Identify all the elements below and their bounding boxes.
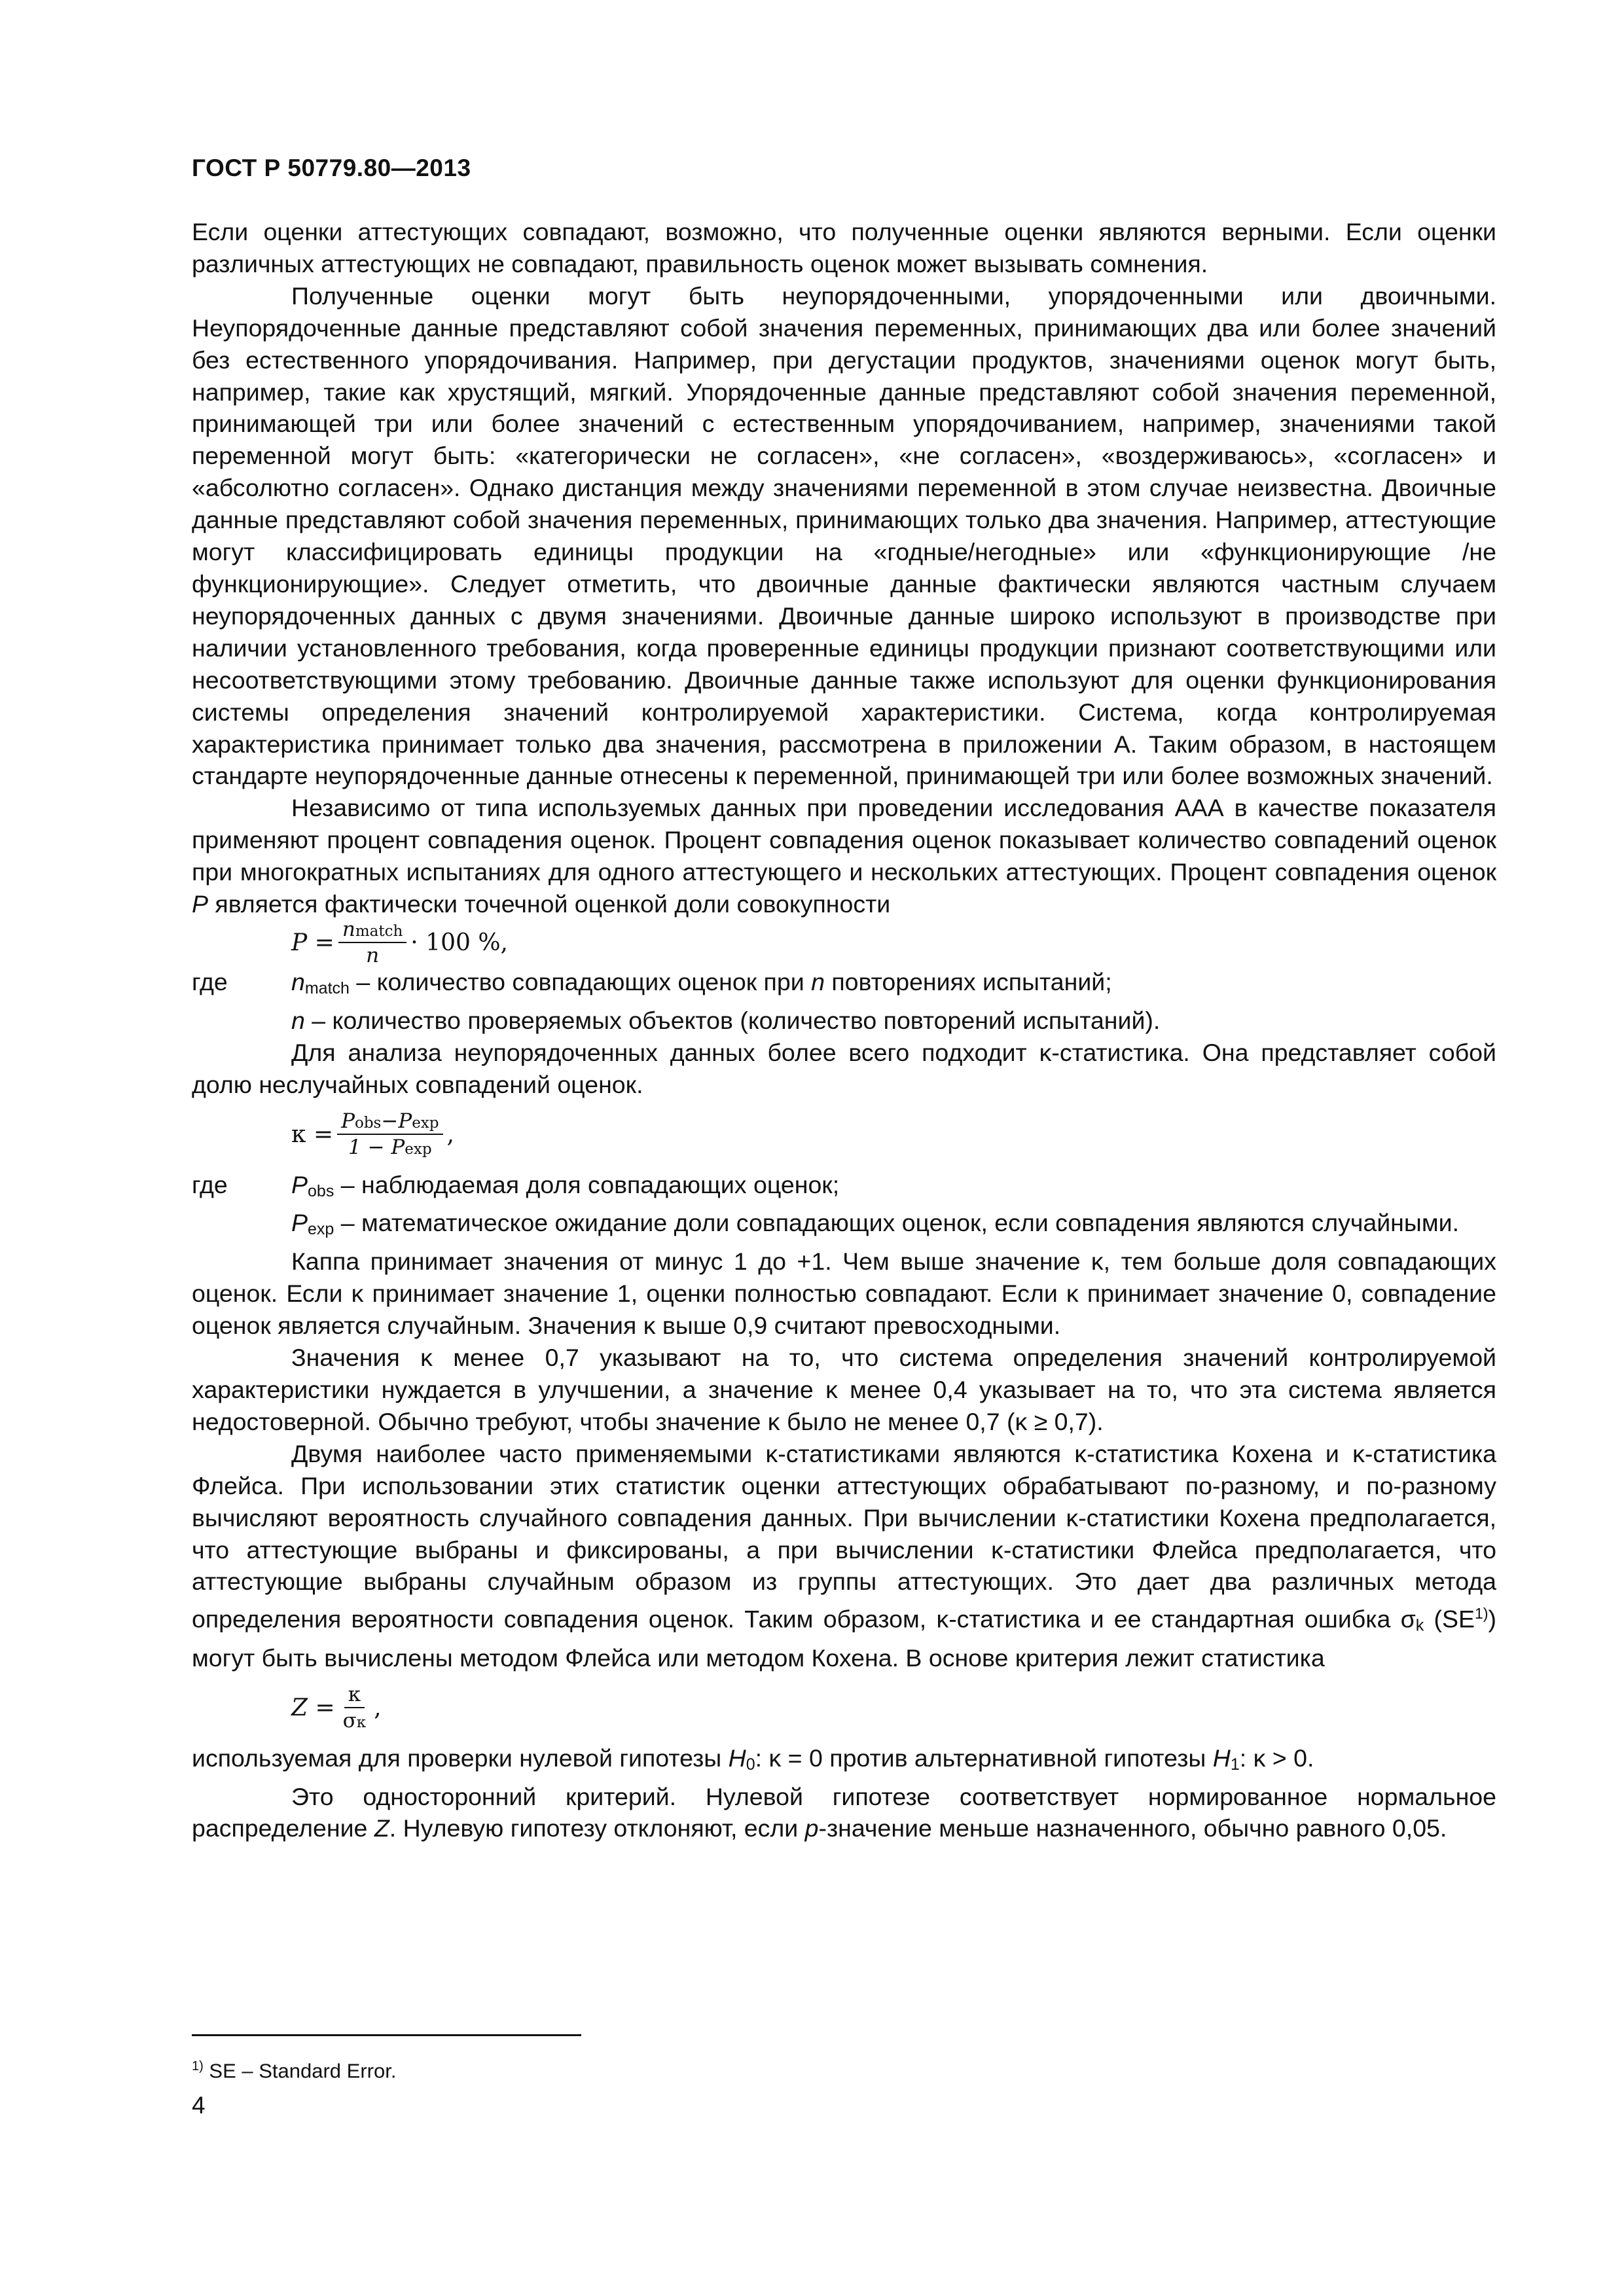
fraction: $\frac{\kappa}{\sigma\kappa}$: [342, 1683, 367, 1733]
document-body: [192, 216, 1496, 1844]
paragraph-6: Значения κ менее 0,7 указывают на то, что система определения значений контролируемой характеристики нуждается в улучшении, а значение κ менее 0,4 указывает на то, что эта система является недостоверной. Обычно требуют, чтобы значение κ было не менее 0,7 (κ ≥ 0,7).: [192, 1344, 1496, 1435]
paragraph-7: Двумя наиболее часто применяемыми κ-статистиками являются κ-статистика Кохена и κ-статистика Флейса. При использовании этих статистик оценки аттестующих обрабатывают по-разному, и по-разному вычисляют вероятность случайного совпадения данных. При вычислении κ-статистики Кохена предполагается, что аттестующие выбраны и фиксированы, а при вычислении κ-статистики Флейса предполагается, что аттестующие выбраны случайным образом из группы аттестующих. Это дает два различных метода определения вероятности совпадения оценок. Таким образом, κ-статистика и ее стандартная ошибка $\sigma_k$ (SE$^{1)}$) могут быть вычислены методом Флейса или методом Кохена. В основе критерия лежит статистика: [192, 1439, 1496, 1672]
paragraph-1: Если оценки аттестующих совпадают, возможно, что полученные оценки являются верными. Если оценки различных аттестующих не совпадают, правильность оценок может вызывать сомнения.: [192, 218, 1496, 278]
page-number: 4: [192, 2092, 206, 2119]
fraction: $\frac{\text{nmatch}}{n}$: [338, 920, 406, 966]
paragraph-3: Независимо от типа используемых данных при проведении исследования ААА в качестве показателя применяют процент совпадения оценок. Процент совпадения оценок показывает количество совпадений оценок при многократных испытаниях для одного аттестующего и нескольких аттестующих. Процент совпадения оценок P является фактически точечной оценкой доли совокупности: [192, 794, 1496, 918]
footnote: $^{1)}$ SE – Standard Error.: [192, 2059, 397, 2083]
definition-n: n – количество проверяемых объектов (количество повторений испытаний).: [291, 1006, 1161, 1034]
document-header: ГОСТ Р 50779.80—2013: [192, 154, 471, 181]
formula-z: Z = $\frac{\kappa}{\sigma\kappa}$ ,: [291, 1683, 382, 1733]
paragraph-9: Это односторонний критерий. Нулевой гипотезе соответствует нормированное нормальное распределение Z. Нулевую гипотезу отклоняют, если p-значение меньше назначенного, обычно равного 0,05.: [192, 1782, 1496, 1842]
definition-pexp: $P_{exp}$ – математическое ожидание доли совпадающих оценок, если совпадения являются случайными.: [291, 1209, 1459, 1239]
definition-nmatch: где $n_{match}$ – количество совпадающих оценок при n повторениях испытаний;: [192, 967, 1112, 997]
paragraph-5: Каппа принимает значения от минус 1 до +1. Чем выше значение κ, тем больше доля совпадающих оценок. Если κ принимает значение 1, оценки полностью совпадают. Если κ принимает значение 0, совпадение оценок является случайным. Значения κ выше 0,9 считают превосходными.: [192, 1247, 1496, 1340]
definition-pobs: где $P_{obs}$ – наблюдаемая доля совпадающих оценок;: [192, 1170, 840, 1200]
paragraph-4: Для анализа неупорядоченных данных более всего подходит κ-статистика. Она представляет собой долю неслучайных совпадений оценок.: [192, 1038, 1496, 1098]
formula-percent-agreement: P = $\frac{\text{nmatch}}{n}$ · 100 %,: [291, 918, 508, 968]
formula-kappa: κ = $\frac{\text{Pobs−Pexp}}{1 - Pexp}$ ,: [291, 1109, 454, 1160]
footnote-divider: [192, 2034, 581, 2036]
fraction: $\frac{\text{Pobs−Pexp}}{1 - Pexp}$: [337, 1111, 442, 1158]
paragraph-8: используемая для проверки нулевой гипотезы $H_0$: κ = 0 против альтернативной гипотезы $H_1$: κ > 0.: [192, 1744, 1314, 1774]
paragraph-2: Полученные оценки могут быть неупорядоченными, упорядоченными или двоичными. Неупорядоченные данные представляют собой значения переменных, принимающих два или более значений без естественного упорядочивания. Например, при дегустации продуктов, значениями оценок могут быть, например, такие как хрустящий, мягкий. Упорядоченные данные представляют собой значения переменной, принимающей три или более значений с естественным упорядочиванием, например, значениями такой переменной могут быть: «категорически не согласен», «не согласен», «воздерживаюсь», «согласен» и «абсолютно согласен». Однако дистанция между значениями переменной в этом случае неизвестна. Двоичные данные представляют собой значения переменных, принимающих только два значения. Например, аттестующие могут классифицировать единицы продукции на «годные/негодные» или «функционирующие /не функционирующие». Следует отметить, что двоичные данные фактически являются частным случаем неупорядоченных данных с двумя значениями. Двоичные данные широко используют в производстве при наличии установленного требования, когда проверенные единицы продукции признают соответствующими или несоответствующими этому требованию. Двоичные данные также используют для оценки функционирования системы определения значений контролируемой характеристики. Система, когда контролируемая характеристика принимает только два значения, рассмотрена в приложении А. Таким образом, в настоящем стандарте неупорядоченные данные отнесены к переменной, принимающей три или более возможных значений.: [192, 281, 1496, 790]
